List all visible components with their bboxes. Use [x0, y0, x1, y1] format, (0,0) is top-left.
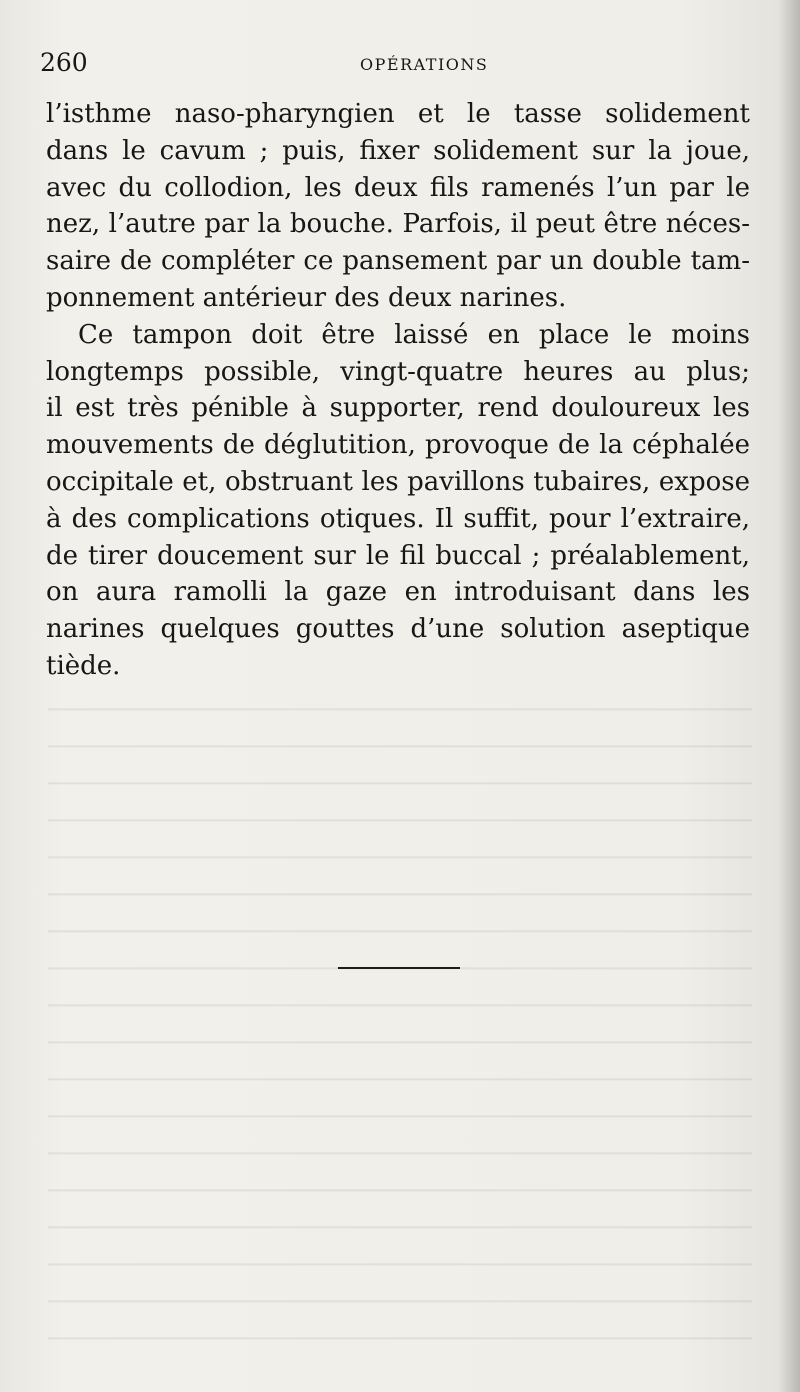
- text-line: il est très pénible à supporter, rend douloureux les: [46, 393, 750, 424]
- text-line: narines quelques gouttes d’une solution aseptique: [46, 614, 750, 645]
- text-line: de tirer doucement sur le fil buccal ; préalablement,: [46, 540, 750, 571]
- running-head: OPÉRATIONS: [360, 55, 489, 74]
- text-line: Ce tampon doit être laissé en place le moins: [78, 319, 750, 350]
- body-text: [46, 96, 750, 685]
- text-line: mouvements de déglutition, provoque de la céphalée: [46, 430, 750, 461]
- text-line: longtemps possible, vingt-quatre heures au plus;: [46, 356, 750, 387]
- text-line: l’isthme naso-pharyngien et le tasse solidement: [46, 99, 750, 129]
- text-line: avec du collodion, les deux fils ramenés l’un par le: [46, 172, 750, 203]
- page-number: 260: [40, 48, 88, 77]
- page-edge-shadow: [778, 0, 800, 1392]
- text-line: tiède.: [46, 650, 121, 681]
- text-line: ponnement antérieur des deux narines.: [46, 282, 567, 313]
- text-line: à des complications otiques. Il suffit, pour l’extraire,: [46, 503, 750, 534]
- text-line: dans le cavum ; puis, fixer solidement sur la joue,: [46, 135, 750, 166]
- section-divider-rule: [338, 967, 460, 969]
- text-line: on aura ramolli la gaze en introduisant dans les: [46, 577, 750, 608]
- bleed-through-texture: [48, 690, 752, 1340]
- page-header: [40, 46, 760, 86]
- text-line: saire de compléter ce pansement par un double tam-: [46, 246, 750, 277]
- text-line: nez, l’autre par la bouche. Parfois, il peut être néces-: [46, 209, 750, 240]
- text-line: occipitale et, obstruant les pavillons tubaires, expose: [46, 466, 750, 497]
